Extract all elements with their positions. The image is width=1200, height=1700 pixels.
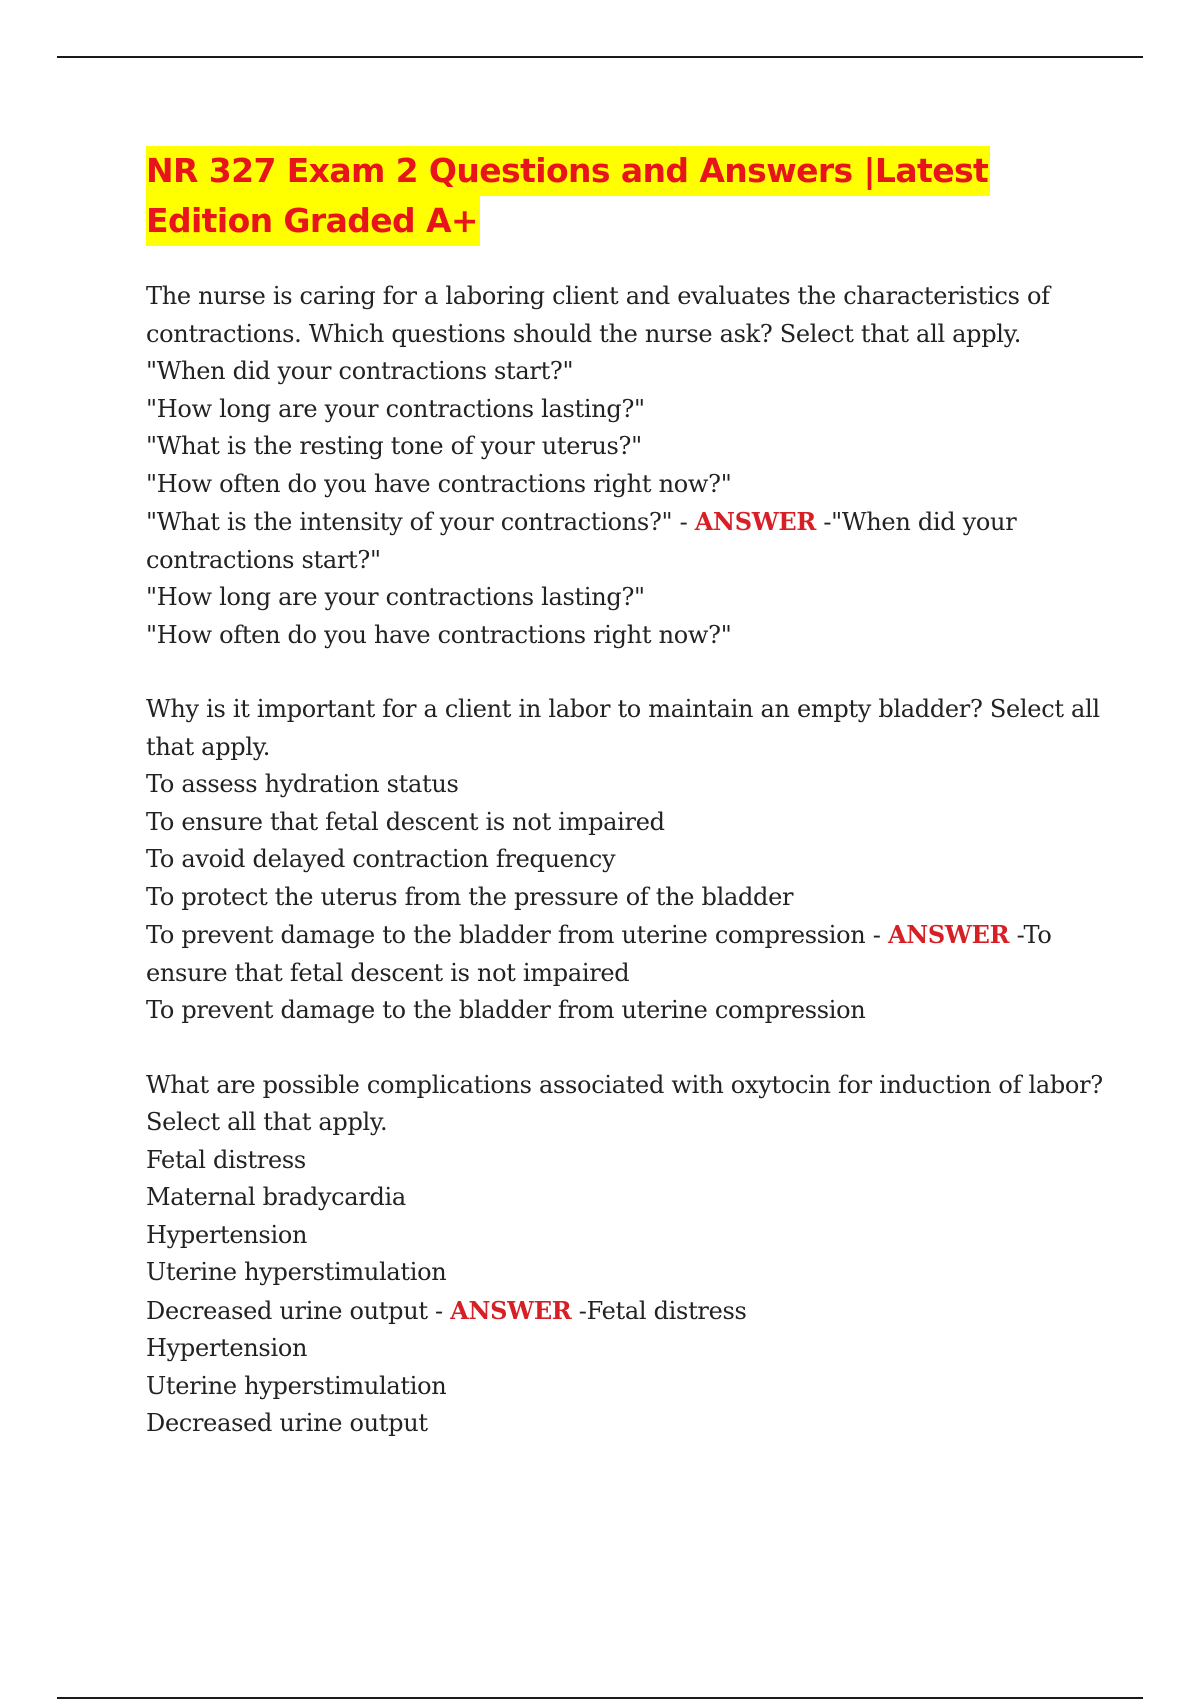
top-rule: [57, 56, 1143, 58]
option-item: Maternal bradycardia: [146, 1183, 406, 1211]
option-answer-line: [146, 916, 1106, 955]
question-stem-line: contractions. Which questions should the nurse ask? Select that all apply.: [146, 319, 1022, 348]
option-item: To ensure that fetal descent is not impaired: [146, 807, 665, 836]
option-item: "When did your contractions start?": [146, 357, 574, 385]
answer-label: ANSWER: [694, 507, 817, 536]
answer-text: -To: [1009, 921, 1052, 949]
question-1: [146, 278, 1106, 654]
title-line-1: NR 327 Exam 2 Questions and Answers |Latest: [146, 146, 990, 196]
option-item: To protect the uterus from the pressure of the bladder: [146, 882, 794, 911]
bottom-rule: [57, 1697, 1143, 1699]
question-stem-line: Select all that apply.: [146, 1108, 388, 1136]
option-item: Hypertension: [146, 1220, 308, 1249]
option-item: To prevent damage to the bladder from uterine compression -: [146, 921, 888, 949]
option-item: "What is the resting tone of your uterus?": [146, 432, 642, 460]
answer-text: contractions start?": [146, 545, 381, 574]
option-item: "How long are your contractions lasting?": [146, 394, 645, 423]
answer-text: To prevent damage to the bladder from uterine compression: [146, 996, 866, 1024]
document-title: [146, 146, 1046, 246]
answer-text: Uterine hyperstimulation: [146, 1371, 447, 1400]
answer-text: "How long are your contractions lasting?": [146, 583, 645, 611]
option-item: "How often do you have contractions right now?": [146, 469, 732, 498]
option-item: Fetal distress: [146, 1145, 306, 1174]
answer-label: ANSWER: [887, 920, 1010, 949]
question-3: [146, 1067, 1106, 1443]
answer-text: "How often do you have contractions right now?": [146, 620, 732, 649]
answer-text: Hypertension: [146, 1334, 308, 1362]
question-stem-line: The nurse is caring for a laboring client and evaluates the characteristics of: [146, 282, 1050, 310]
option-answer-line: [146, 1292, 1106, 1331]
title-line-2: Edition Graded A+: [146, 196, 480, 246]
question-stem-line: that apply.: [146, 732, 271, 761]
option-item: "What is the intensity of your contractions?" -: [146, 508, 695, 536]
option-item: To assess hydration status: [146, 770, 459, 798]
question-list: [146, 278, 1106, 1480]
answer-text: -"When did your: [816, 508, 1017, 536]
question-stem-line: Why is it important for a client in labor to maintain an empty bladder? Select all: [146, 695, 1100, 723]
option-answer-line: [146, 503, 1106, 542]
answer-text: Decreased urine output: [146, 1409, 428, 1437]
question-2: [146, 691, 1106, 1030]
option-item: To avoid delayed contraction frequency: [146, 845, 616, 873]
answer-text: ensure that fetal descent is not impaired: [146, 958, 630, 987]
answer-label: ANSWER: [450, 1295, 572, 1325]
option-item: Decreased urine output -: [146, 1296, 451, 1325]
answer-text: -Fetal distress: [571, 1296, 747, 1325]
question-stem-line: What are possible complications associated with oxytocin for induction of labor?: [146, 1070, 1103, 1099]
option-item: Uterine hyperstimulation: [146, 1258, 447, 1286]
